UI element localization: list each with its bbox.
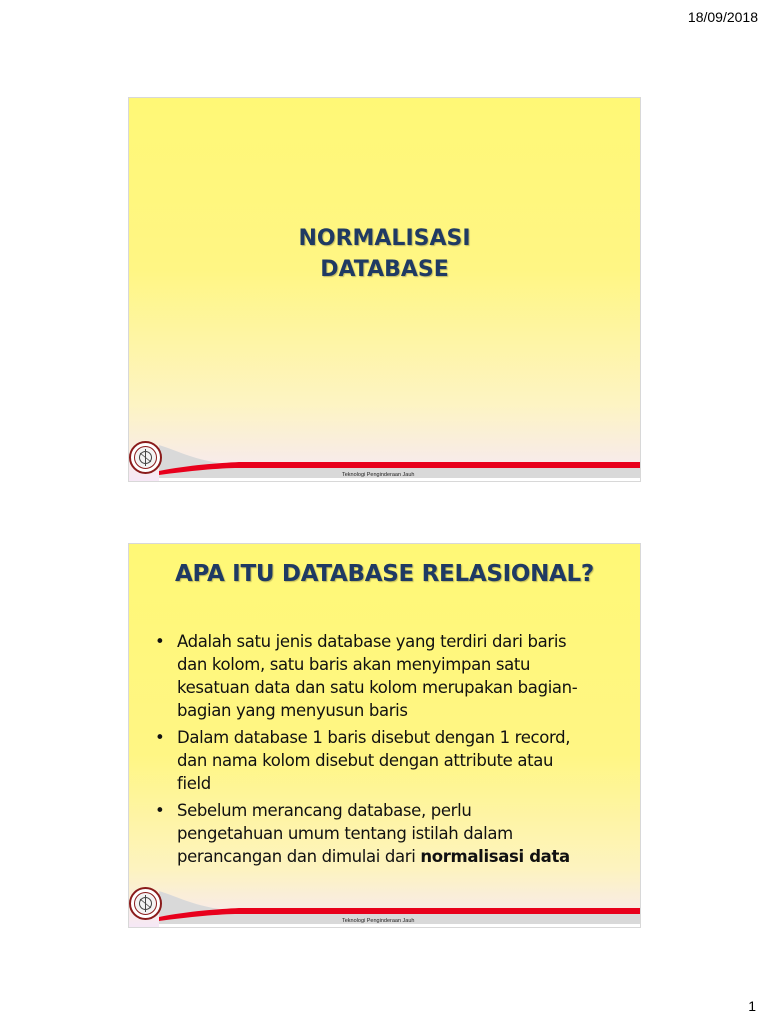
bullet-1-line-1: Adalah satu jenis database yang terdiri dari baris	[177, 632, 567, 651]
bullet-2-line-2: dan nama kolom disebut dengan attribute atau	[177, 751, 554, 770]
title-line-1: NORMALISASI	[298, 226, 471, 251]
bullet-item-3	[155, 799, 626, 868]
bullet-3-line-3-plain: perancangan dan dimulai dari	[177, 847, 421, 866]
footer-text: Teknologi Penginderaan Jauh	[342, 918, 415, 924]
bullet-3-line-1: Sebelum merancang database, perlu	[177, 801, 472, 820]
bullet-item-1	[155, 630, 626, 722]
page-number: 1	[748, 998, 756, 1014]
bullet-dot-icon: •	[155, 632, 165, 651]
page-date: 18/09/2018	[687, 9, 758, 25]
slide-footer-band	[129, 887, 640, 927]
bullet-3-line-2: pengetahuan umum tentang istilah dalam	[177, 824, 513, 843]
footer-text: Teknologi Penginderaan Jauh	[342, 472, 415, 478]
bullet-dot-icon: •	[155, 728, 165, 747]
university-seal-icon	[129, 441, 162, 474]
bullet-1-line-2: dan kolom, satu baris akan menyimpan satu	[177, 655, 531, 674]
slide-heading: APA ITU DATABASE RELASIONAL?	[175, 561, 594, 587]
bullet-2-line-1: Dalam database 1 baris disebut dengan 1 record,	[177, 728, 571, 747]
bullet-item-2	[155, 726, 626, 795]
bullet-dot-icon: •	[155, 801, 165, 820]
bullet-1-line-3: kesatuan data dan satu kolom merupakan bagian-	[177, 678, 578, 697]
slide-title	[128, 97, 641, 482]
bullet-3-bold-text: normalisasi data	[420, 847, 570, 866]
university-seal-icon	[129, 887, 162, 920]
slide-relational-database	[128, 543, 641, 928]
bullet-1-line-4: bagian yang menyusun baris	[177, 701, 408, 720]
slide-footer-band	[129, 441, 640, 481]
bullet-2-line-3: field	[177, 774, 211, 793]
slide-title-text	[129, 223, 640, 285]
bullet-list	[155, 630, 626, 872]
title-line-2: DATABASE	[320, 257, 449, 282]
